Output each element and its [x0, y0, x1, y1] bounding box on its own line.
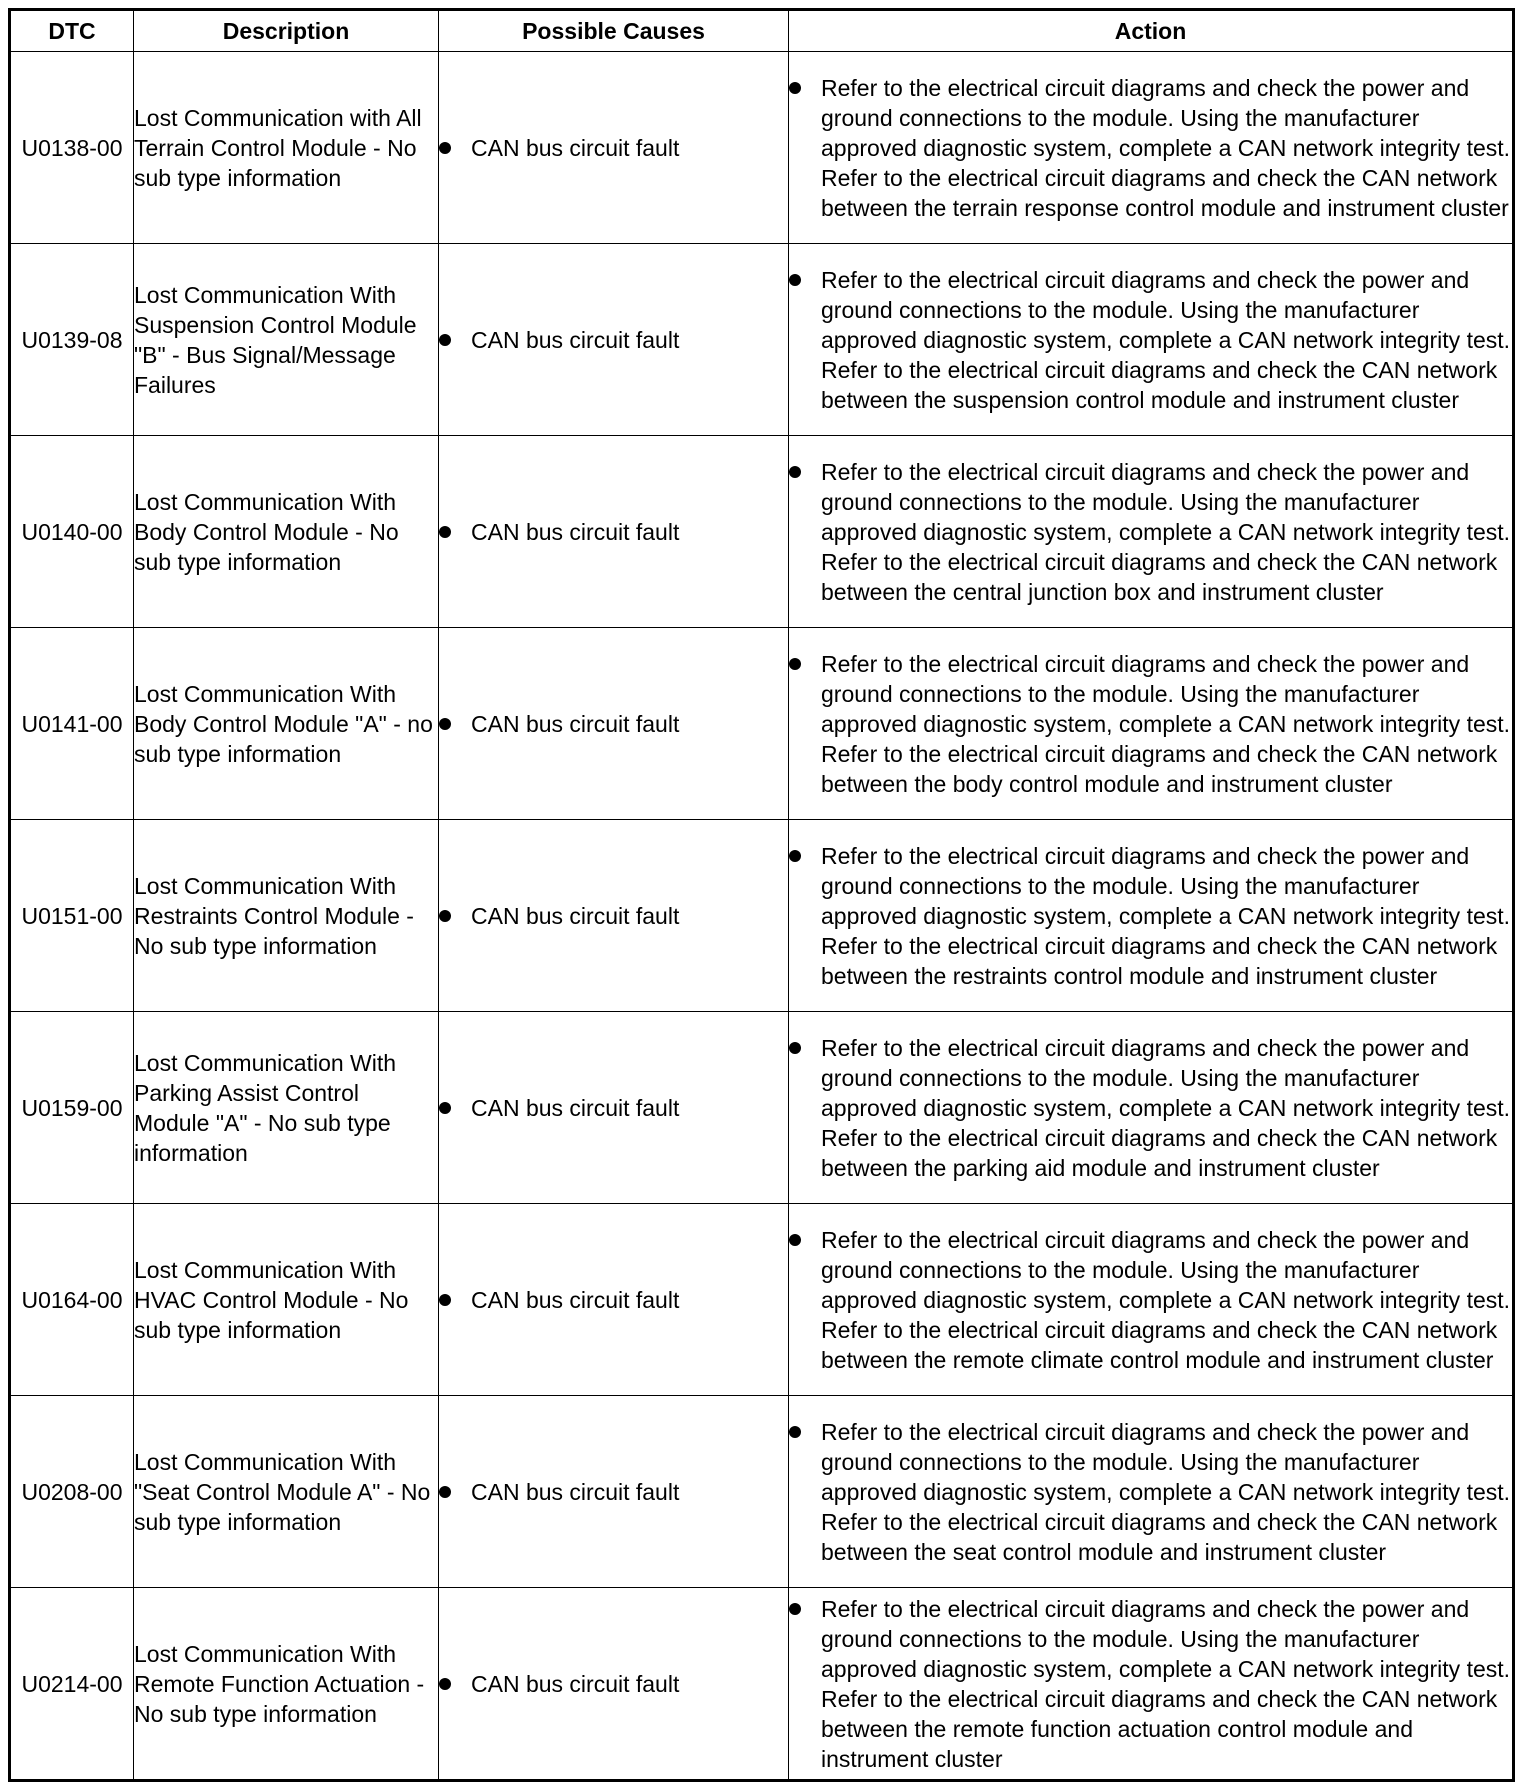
bullet-icon: [439, 1294, 451, 1306]
table-row: [10, 820, 1514, 1012]
bullet-icon: [789, 274, 801, 286]
bullet-icon: [789, 1603, 801, 1615]
table-row: [10, 436, 1514, 628]
bullet-icon: [439, 1678, 451, 1690]
bullet-icon: [789, 1426, 801, 1438]
dtc-description: Lost Communication With "Seat Control Module A" - No sub type information: [134, 1396, 439, 1588]
dtc-code: U0141-00: [10, 628, 134, 820]
action-cell: [789, 1012, 1514, 1204]
table-row: [10, 1396, 1514, 1588]
dtc-code: U0151-00: [10, 820, 134, 1012]
action-text: Refer to the electrical circuit diagrams and check the power and ground connections to the module. Using the manufacturer approved diagnostic system, complete a CAN network integrity test. Refer to the electrical circuit diagrams and check the CAN network between the central junction box and instrument cluster: [821, 458, 1511, 605]
table-row: [10, 1588, 1514, 1781]
action-text: Refer to the electrical circuit diagrams and check the power and ground connections to the module. Using the manufacturer approved diagnostic system, complete a CAN network integrity test. Refer to the electrical circuit diagrams and check the CAN network between the seat control module and instrument cluster: [821, 1418, 1511, 1565]
possible-cause-text: CAN bus circuit fault: [471, 902, 680, 929]
dtc-code: U0139-08: [10, 244, 134, 436]
header-possible-causes: Possible Causes: [439, 10, 789, 52]
action-cell: [789, 52, 1514, 244]
bullet-icon: [789, 658, 801, 670]
action-cell: [789, 244, 1514, 436]
bullet-icon: [439, 334, 451, 346]
dtc-code: U0138-00: [10, 52, 134, 244]
dtc-description: Lost Communication With HVAC Control Module - No sub type information: [134, 1204, 439, 1396]
bullet-icon: [789, 82, 801, 94]
dtc-code: U0208-00: [10, 1396, 134, 1588]
action-text: Refer to the electrical circuit diagrams and check the power and ground connections to the module. Using the manufacturer approved diagnostic system, complete a CAN network integrity test. Refer to the electrical circuit diagrams and check the CAN network between the body control module and instrument cluster: [821, 650, 1511, 797]
bullet-icon: [789, 1234, 801, 1246]
possible-cause-text: CAN bus circuit fault: [471, 134, 680, 161]
action-text: Refer to the electrical circuit diagrams and check the power and ground connections to the module. Using the manufacturer approved diagnostic system, complete a CAN network integrity test. Refer to the electrical circuit diagrams and check the CAN network between the remote function actuation control module and instrument cluster: [821, 1595, 1511, 1772]
dtc-description: Lost Communication With Body Control Module - No sub type information: [134, 436, 439, 628]
bullet-icon: [439, 718, 451, 730]
dtc-description: Lost Communication With Body Control Module "A" - no sub type information: [134, 628, 439, 820]
dtc-description: Lost Communication With Suspension Control Module "B" - Bus Signal/Message Failures: [134, 244, 439, 436]
possible-causes-cell: [439, 244, 789, 436]
action-cell: [789, 1396, 1514, 1588]
header-dtc: DTC: [10, 10, 134, 52]
dtc-description: Lost Communication With Parking Assist Control Module "A" - No sub type information: [134, 1012, 439, 1204]
table-row: [10, 244, 1514, 436]
possible-cause-text: CAN bus circuit fault: [471, 710, 680, 737]
possible-cause-text: CAN bus circuit fault: [471, 326, 680, 353]
bullet-icon: [789, 1042, 801, 1054]
dtc-table: [8, 8, 1515, 1782]
action-cell: [789, 1204, 1514, 1396]
action-cell: [789, 628, 1514, 820]
possible-causes-cell: [439, 436, 789, 628]
table-row: [10, 1012, 1514, 1204]
header-row: [10, 10, 1514, 52]
header-description: Description: [134, 10, 439, 52]
possible-cause-text: CAN bus circuit fault: [471, 1670, 680, 1697]
bullet-icon: [439, 1486, 451, 1498]
possible-causes-cell: [439, 1012, 789, 1204]
possible-causes-cell: [439, 820, 789, 1012]
bullet-icon: [439, 1102, 451, 1114]
bullet-icon: [789, 850, 801, 862]
action-text: Refer to the electrical circuit diagrams and check the power and ground connections to the module. Using the manufacturer approved diagnostic system, complete a CAN network integrity test. Refer to the electrical circuit diagrams and check the CAN network between the restraints control module and instrument cluster: [821, 842, 1511, 989]
action-text: Refer to the electrical circuit diagrams and check the power and ground connections to the module. Using the manufacturer approved diagnostic system, complete a CAN network integrity test. Refer to the electrical circuit diagrams and check the CAN network between the remote climate control module and instrument cluster: [821, 1226, 1511, 1373]
table-row: [10, 1204, 1514, 1396]
bullet-icon: [439, 910, 451, 922]
possible-cause-text: CAN bus circuit fault: [471, 518, 680, 545]
possible-cause-text: CAN bus circuit fault: [471, 1286, 680, 1313]
possible-causes-cell: [439, 1204, 789, 1396]
dtc-description: Lost Communication With Remote Function Actuation - No sub type information: [134, 1588, 439, 1781]
possible-causes-cell: [439, 1588, 789, 1781]
header-action: Action: [789, 10, 1514, 52]
table-row: [10, 52, 1514, 244]
action-cell: [789, 436, 1514, 628]
possible-causes-cell: [439, 628, 789, 820]
action-text: Refer to the electrical circuit diagrams and check the power and ground connections to the module. Using the manufacturer approved diagnostic system, complete a CAN network integrity test. Refer to the electrical circuit diagrams and check the CAN network between the parking aid module and instrument cluster: [821, 1034, 1511, 1181]
bullet-icon: [789, 466, 801, 478]
action-text: Refer to the electrical circuit diagrams and check the power and ground connections to the module. Using the manufacturer approved diagnostic system, complete a CAN network integrity test. Refer to the electrical circuit diagrams and check the CAN network between the terrain response control module and instrument cluster: [821, 74, 1511, 221]
possible-causes-cell: [439, 52, 789, 244]
action-cell: [789, 820, 1514, 1012]
possible-cause-text: CAN bus circuit fault: [471, 1094, 680, 1121]
bullet-icon: [439, 142, 451, 154]
action-cell: [789, 1588, 1514, 1781]
table-row: [10, 628, 1514, 820]
dtc-code: U0159-00: [10, 1012, 134, 1204]
dtc-code: U0140-00: [10, 436, 134, 628]
dtc-code: U0214-00: [10, 1588, 134, 1781]
action-text: Refer to the electrical circuit diagrams and check the power and ground connections to the module. Using the manufacturer approved diagnostic system, complete a CAN network integrity test. Refer to the electrical circuit diagrams and check the CAN network between the suspension control module and instrument cluster: [821, 266, 1511, 413]
dtc-description: Lost Communication With Restraints Control Module - No sub type information: [134, 820, 439, 1012]
possible-cause-text: CAN bus circuit fault: [471, 1478, 680, 1505]
dtc-code: U0164-00: [10, 1204, 134, 1396]
possible-causes-cell: [439, 1396, 789, 1588]
bullet-icon: [439, 526, 451, 538]
dtc-description: Lost Communication with All Terrain Control Module - No sub type information: [134, 52, 439, 244]
